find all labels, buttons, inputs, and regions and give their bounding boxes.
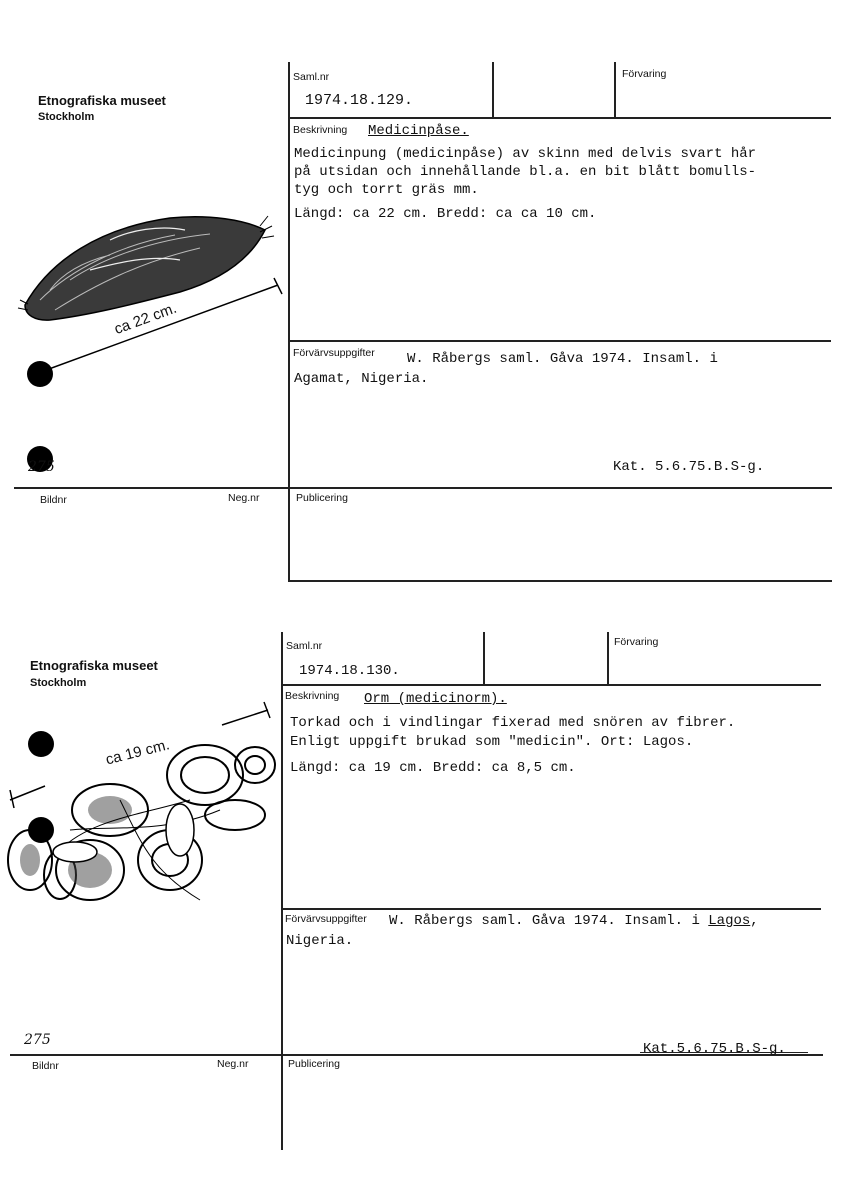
publicering-label: Publicering — [296, 492, 348, 504]
dimensions: Längd: ca 22 cm. Bredd: ca ca 10 cm. — [294, 206, 597, 222]
saml-nr-label: Saml.nr — [293, 71, 330, 83]
negnr-label: Neg.nr — [217, 1058, 249, 1070]
description-line-1: Medicinpung (medicinpåse) av skinn med delvis svart hår — [294, 146, 757, 162]
forvaring-label: Förvaring — [622, 68, 667, 80]
forvarv-line-1-suffix: , — [750, 913, 759, 929]
handwritten-note: 275 — [28, 459, 55, 475]
forvarv-place: Lagos — [708, 913, 751, 929]
saml-nr-value: 1974.18.130. — [299, 663, 400, 679]
forvarv-line-1: W. Råbergs saml. Gåva 1974. Insaml. i — [407, 351, 718, 367]
dimensions: Längd: ca 19 cm. Bredd: ca 8,5 cm. — [290, 760, 576, 776]
description-line-3: tyg och torrt gräs mm. — [294, 182, 479, 198]
museum-name: Etnografiska museet — [30, 658, 158, 673]
forvarv-line-1 — [389, 912, 759, 930]
beskrivning-label: Beskrivning — [293, 124, 348, 136]
bildnr-label: Bildnr — [40, 494, 67, 506]
snake-sketch — [0, 700, 285, 930]
publicering-label: Publicering — [288, 1058, 340, 1070]
museum-city: Stockholm — [38, 111, 95, 123]
museum-name: Etnografiska museet — [38, 93, 166, 108]
object-title: Medicinpåse. — [368, 123, 469, 139]
description-line-2: Enligt uppgift brukad som "medicin". Ort: Lagos. — [290, 734, 694, 750]
saml-nr-label: Saml.nr — [286, 640, 323, 652]
handwritten-note: 275 — [24, 1032, 51, 1048]
forvarv-line-1-text: W. Råbergs saml. Gåva 1974. Insaml. i — [389, 913, 709, 929]
catalog-signature: Kat.5.6.75.B.S-g. — [643, 1041, 786, 1057]
description-line-1: Torkad och i vindlingar fixerad med snören av fibrer. — [290, 715, 736, 731]
saml-nr-value: 1974.18.129. — [305, 92, 414, 109]
forvarv-label: Förvärvsuppgifter — [293, 347, 375, 359]
beskrivning-label: Beskrivning — [285, 690, 340, 702]
description-line-2: på utsidan och innehållande bl.a. en bit blått bomulls- — [294, 164, 757, 180]
forvarv-label: Förvärvsuppgifter — [285, 913, 367, 925]
forvaring-label: Förvaring — [614, 636, 659, 648]
negnr-label: Neg.nr — [228, 492, 260, 504]
museum-city: Stockholm — [30, 677, 87, 689]
bildnr-label: Bildnr — [32, 1060, 59, 1072]
sketch-measurement-label: ca 22 cm. — [112, 299, 179, 338]
catalog-signature: Kat. 5.6.75.B.S-g. — [613, 459, 765, 475]
forvarv-line-2: Nigeria. — [286, 933, 354, 949]
sketch-measurement-label: ca 19 cm. — [104, 736, 172, 769]
object-title: Orm (medicinorm). — [364, 691, 507, 707]
forvarv-line-2: Agamat, Nigeria. — [294, 371, 429, 387]
